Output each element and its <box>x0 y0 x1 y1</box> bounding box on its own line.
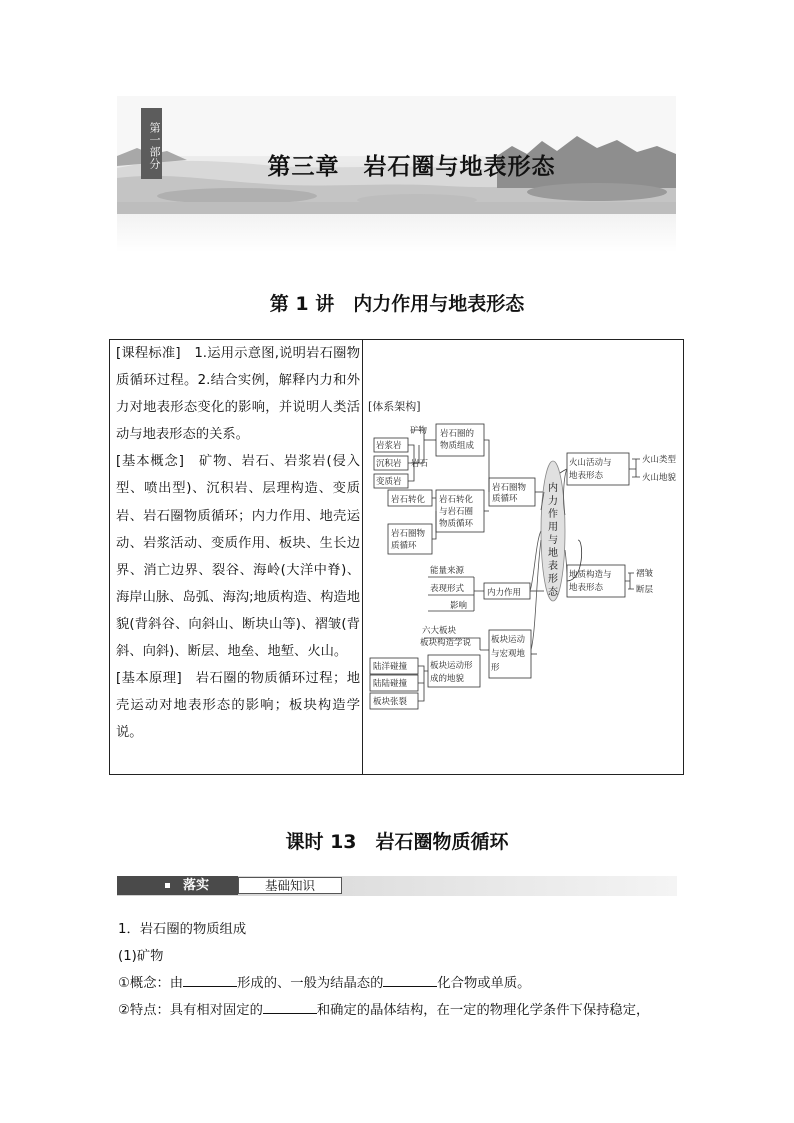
concepts-paragraph <box>116 448 360 665</box>
section-heading: 1．岩石圈的物质组成 <box>118 922 247 937</box>
chapter-title: 第三章 岩石圈与地表形态 <box>267 154 556 180</box>
diagram-center-label: 内力作用与地表形态 <box>548 483 558 598</box>
standard-label: [课程标准] <box>116 346 181 361</box>
node-rock-cycle-1: 岩石圈物 <box>492 483 527 493</box>
node-energy-source: 能量来源 <box>430 566 465 576</box>
table-divider <box>362 339 363 775</box>
standard-paragraph <box>116 340 360 448</box>
node-transform-cycle-1: 岩石转化 <box>439 495 474 505</box>
node-plate-motion-1: 板块运动 <box>491 635 526 645</box>
fill-blank[interactable] <box>383 974 437 987</box>
lecture-title: 第 1 讲 内力作用与地表形态 <box>269 293 525 315</box>
node-igneous: 岩浆岩 <box>376 441 402 451</box>
principles-text: 岩石圈的物质循环过程；地壳运动对地表形态的影响；板块构造学说。 <box>116 671 360 741</box>
node-internal-force: 内力作用 <box>487 588 522 598</box>
node-fault: 断层 <box>636 585 654 595</box>
section-bar-tab: 基础知识 <box>238 877 342 894</box>
curriculum-text <box>116 340 360 746</box>
lesson-title: 课时 13 岩石圈物质循环 <box>285 831 509 853</box>
node-volcanic-landform: 火山地貌 <box>642 473 677 483</box>
banner-fade <box>117 214 676 252</box>
node-influence: 影响 <box>450 601 468 611</box>
concept-text-b: 形成的、一般为结晶态的 <box>237 976 384 991</box>
node-mineral: 矿物 <box>410 426 428 436</box>
node-rock-cycle-small-1: 岩石圈物 <box>391 529 426 539</box>
node-continent-continent: 陆陆碰撞 <box>373 679 408 689</box>
concept-text-a: ①概念：由 <box>118 976 184 991</box>
fill-blank[interactable] <box>183 974 237 987</box>
principles-label: [基本原理] <box>116 671 182 687</box>
node-six-plates: 六大板块 <box>422 626 457 636</box>
node-metamorphic: 变质岩 <box>376 477 402 487</box>
sub-heading: (1)矿物 <box>118 949 164 964</box>
node-expression: 表现形式 <box>430 584 465 594</box>
feature-text-a: ②特点：具有相对固定的 <box>118 1003 263 1018</box>
node-plate-landform-2: 成的地貌 <box>430 674 465 684</box>
node-rock-cycle-small-2: 质循环 <box>391 541 417 551</box>
diagram-header: [体系架构] <box>368 400 421 413</box>
node-plate-motion-2: 与宏观地 <box>491 649 526 659</box>
node-volcano-types: 火山类型 <box>642 455 677 465</box>
node-ocean-continent: 陆洋碰撞 <box>373 662 408 672</box>
concepts-label: [基本概念] <box>116 454 184 470</box>
feature-line <box>118 999 649 1018</box>
feature-text-b: 和确定的晶体结构，在一定的物理化学条件下保持稳定， <box>316 1003 650 1018</box>
node-plate-motion-3: 形 <box>491 663 500 673</box>
concept-line <box>118 972 530 991</box>
principles-paragraph <box>116 665 360 746</box>
node-plate-stretch: 板块张裂 <box>373 697 408 707</box>
section-bar-label-bg <box>117 876 238 895</box>
square-bullet-icon <box>165 883 170 888</box>
node-structure-surface-1: 地质构造与 <box>569 570 612 580</box>
node-transform-cycle-2: 与岩石圈 <box>439 507 474 517</box>
concept-map <box>364 340 682 774</box>
node-rock: 岩石 <box>411 459 429 469</box>
node-composition-1: 岩石圈的 <box>440 429 475 439</box>
node-sedimentary: 沉积岩 <box>376 459 402 469</box>
node-transform-cycle-3: 物质循环 <box>439 519 474 529</box>
concept-text-c: 化合物或单质。 <box>437 976 531 991</box>
node-structure-surface-2: 地表形态 <box>569 583 604 593</box>
concept-diagram <box>364 340 682 774</box>
concepts-text: 矿物、岩石、岩浆岩(侵入型、喷出型)、沉积岩、层理构造、变质岩、岩石圈物质循环；内力作用、地壳运动、岩浆活动、变质作用、板块、生长边界、消亡边界、裂谷、海岭(大洋中脊)、海岸山脉、岛弧、海沟;地质构造、构造地貌(背斜谷、向斜山、断块山等)、褶皱(背斜、向斜)、断层、地垒、地堑、火山。 <box>116 454 360 660</box>
node-plate-theory: 板块构造学说 <box>420 638 472 648</box>
node-fold: 褶皱 <box>636 569 654 579</box>
node-rock-transform: 岩石转化 <box>391 495 426 505</box>
part-tag: 第一部分 <box>141 108 162 179</box>
fill-blank[interactable] <box>263 1001 317 1014</box>
node-plate-landform-1: 板块运动形 <box>430 661 473 671</box>
section-bar-title: 落实 <box>183 878 210 893</box>
node-composition-2: 物质组成 <box>440 441 475 451</box>
node-volcano-surface-1: 火山活动与 <box>569 458 612 468</box>
standard-text: 1.运用示意图,说明岩石圈物质循环过程。2.结合实例，解释内力和外力对地表形态变化的影响，并说明人类活动与地表形态的关系。 <box>116 346 360 443</box>
node-rock-cycle-2: 质循环 <box>492 494 518 504</box>
node-volcano-surface-2: 地表形态 <box>569 471 604 481</box>
